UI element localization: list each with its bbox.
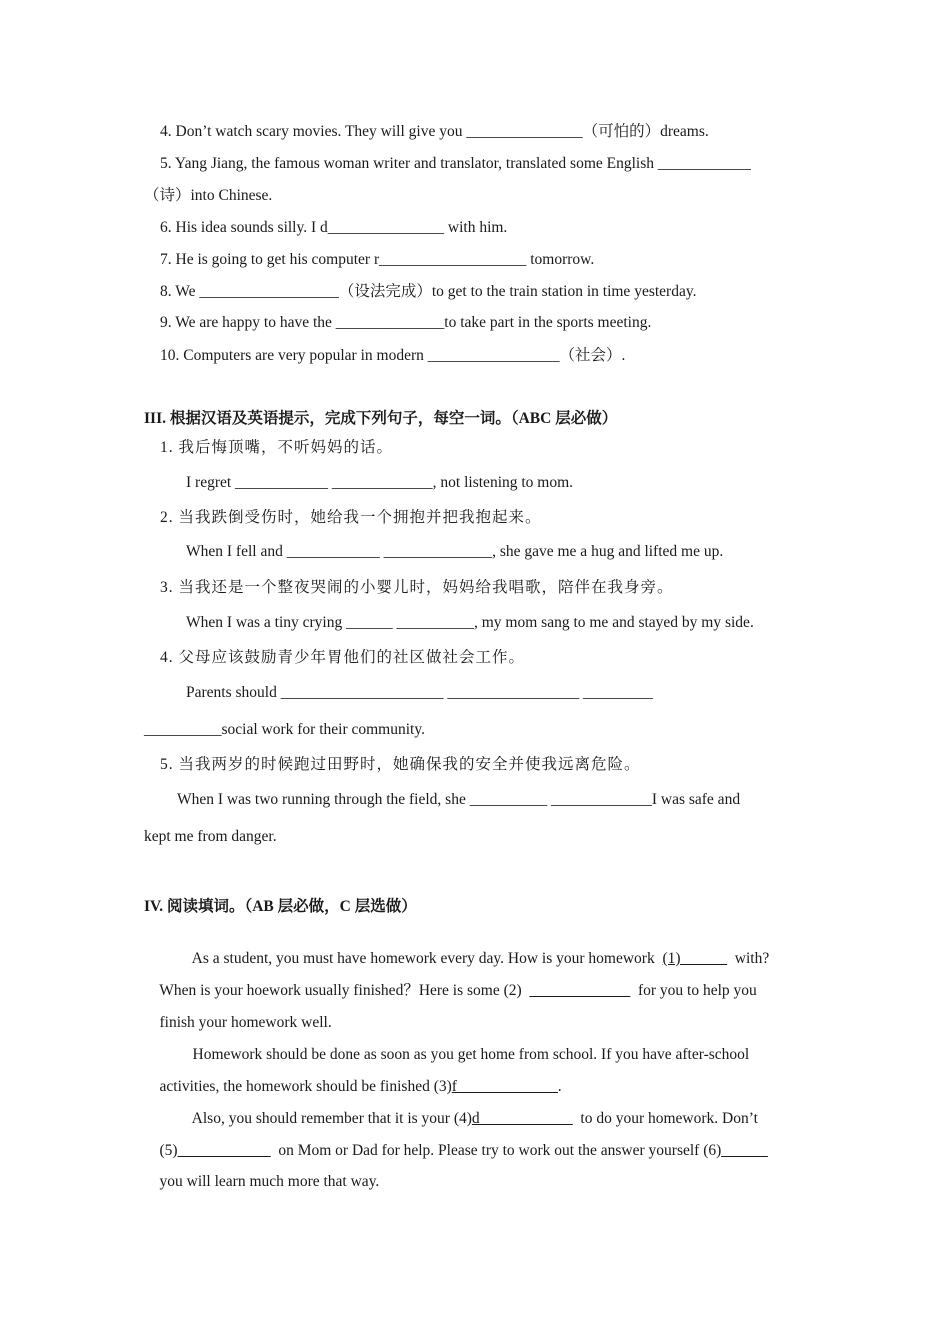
passage-text: . (557, 1078, 562, 1095)
passage-line (144, 1152, 379, 1212)
passage-text: you will learn much more that way. (159, 1173, 380, 1190)
blank-4: d____________ (471, 1110, 573, 1127)
section-4-heading: IV. 阅读填词。（AB 层必做，C 层选做） (144, 898, 417, 915)
passage-text: on Mom or Dad for help. Please try to work out the answer yourself (6) (270, 1142, 722, 1159)
exercise-item-7: 7. He is going to get his computer r___________________ tomorrow. (160, 251, 595, 268)
exercise-item-10: 10. Computers are very popular in modern _________________（社会）. (160, 347, 626, 364)
translation-item-5-chinese: 5. 当我两岁的时候跑过田野时，她确保我的安全并使我远离危险。 (160, 756, 641, 773)
translation-item-2-chinese: 2. 当我跌倒受伤时，她给我一个拥抱并把我抱起来。 (160, 509, 542, 526)
translation-item-4-english: Parents should _____________________ _________________ _________ (186, 684, 653, 701)
translation-item-3-english: When I was a tiny crying ______ __________, my mom sang to me and stayed by my side. (186, 614, 754, 631)
passage-text: Also, you should remember that it is your (4) (191, 1110, 472, 1127)
translation-item-1-english: I regret ____________ _____________, not listening to mom. (186, 474, 574, 491)
passage-text: (5) (159, 1142, 178, 1159)
translation-item-4-chinese: 4. 父母应该鼓励青少年胃他们的社区做社会工作。 (160, 649, 526, 666)
translation-item-5-english-continued: kept me from danger. (144, 828, 277, 845)
exercise-item-6: 6. His idea sounds silly. I d_______________ with him. (160, 219, 508, 236)
blank-6: ______ (721, 1142, 768, 1159)
passage-text: for you to help you (630, 982, 757, 999)
passage-text: finish your homework well. (159, 1014, 332, 1031)
passage-text: with? (727, 950, 770, 967)
translation-item-5-english: When I was two running through the field, she __________ _____________I was safe and (177, 791, 741, 808)
passage-text: activities, the homework should be finished (3) (159, 1078, 452, 1095)
blank-3: f_____________ (451, 1078, 558, 1095)
translation-item-3-chinese: 3. 当我还是一个整夜哭闹的小婴儿时，妈妈给我唱歌，陪伴在我身旁。 (160, 579, 674, 596)
blank-2: _____________ (529, 982, 631, 999)
exercise-item-8: 8. We __________________（设法完成）to get to the train station in time yesterday. (160, 283, 697, 300)
passage-text: to do your homework. Don’t (572, 1110, 758, 1127)
translation-item-1-chinese: 1. 我后悔顶嘴，不听妈妈的话。 (160, 439, 394, 456)
translation-item-2-english: When I fell and ____________ ______________, she gave me a hug and lifted me up. (186, 543, 724, 560)
blank-1: (1)______ (662, 950, 728, 967)
passage-text: As a student, you must have homework every day. How is your homework (191, 950, 663, 967)
exercise-item-5-continued: （诗）into Chinese. (144, 187, 273, 204)
blank-5: ____________ (177, 1142, 271, 1159)
exercise-item-4: 4. Don’t watch scary movies. They will give you _______________（可怕的）dreams. (160, 123, 709, 140)
passage-text: When is your hoework usually finished？Here is some (2) (159, 982, 530, 999)
exercise-item-5: 5. Yang Jiang, the famous woman writer and translator, translated some English ____________ (160, 155, 751, 172)
section-3-heading: III. 根据汉语及英语提示，完成下列句子，每空一词。（ABC 层必做） (144, 410, 618, 427)
translation-item-4-english-continued: __________social work for their community. (144, 721, 425, 738)
passage-text: Homework should be done as soon as you get home from school. If you have after-school (192, 1046, 750, 1063)
exercise-item-9: 9. We are happy to have the ______________to take part in the sports meeting. (160, 314, 652, 331)
